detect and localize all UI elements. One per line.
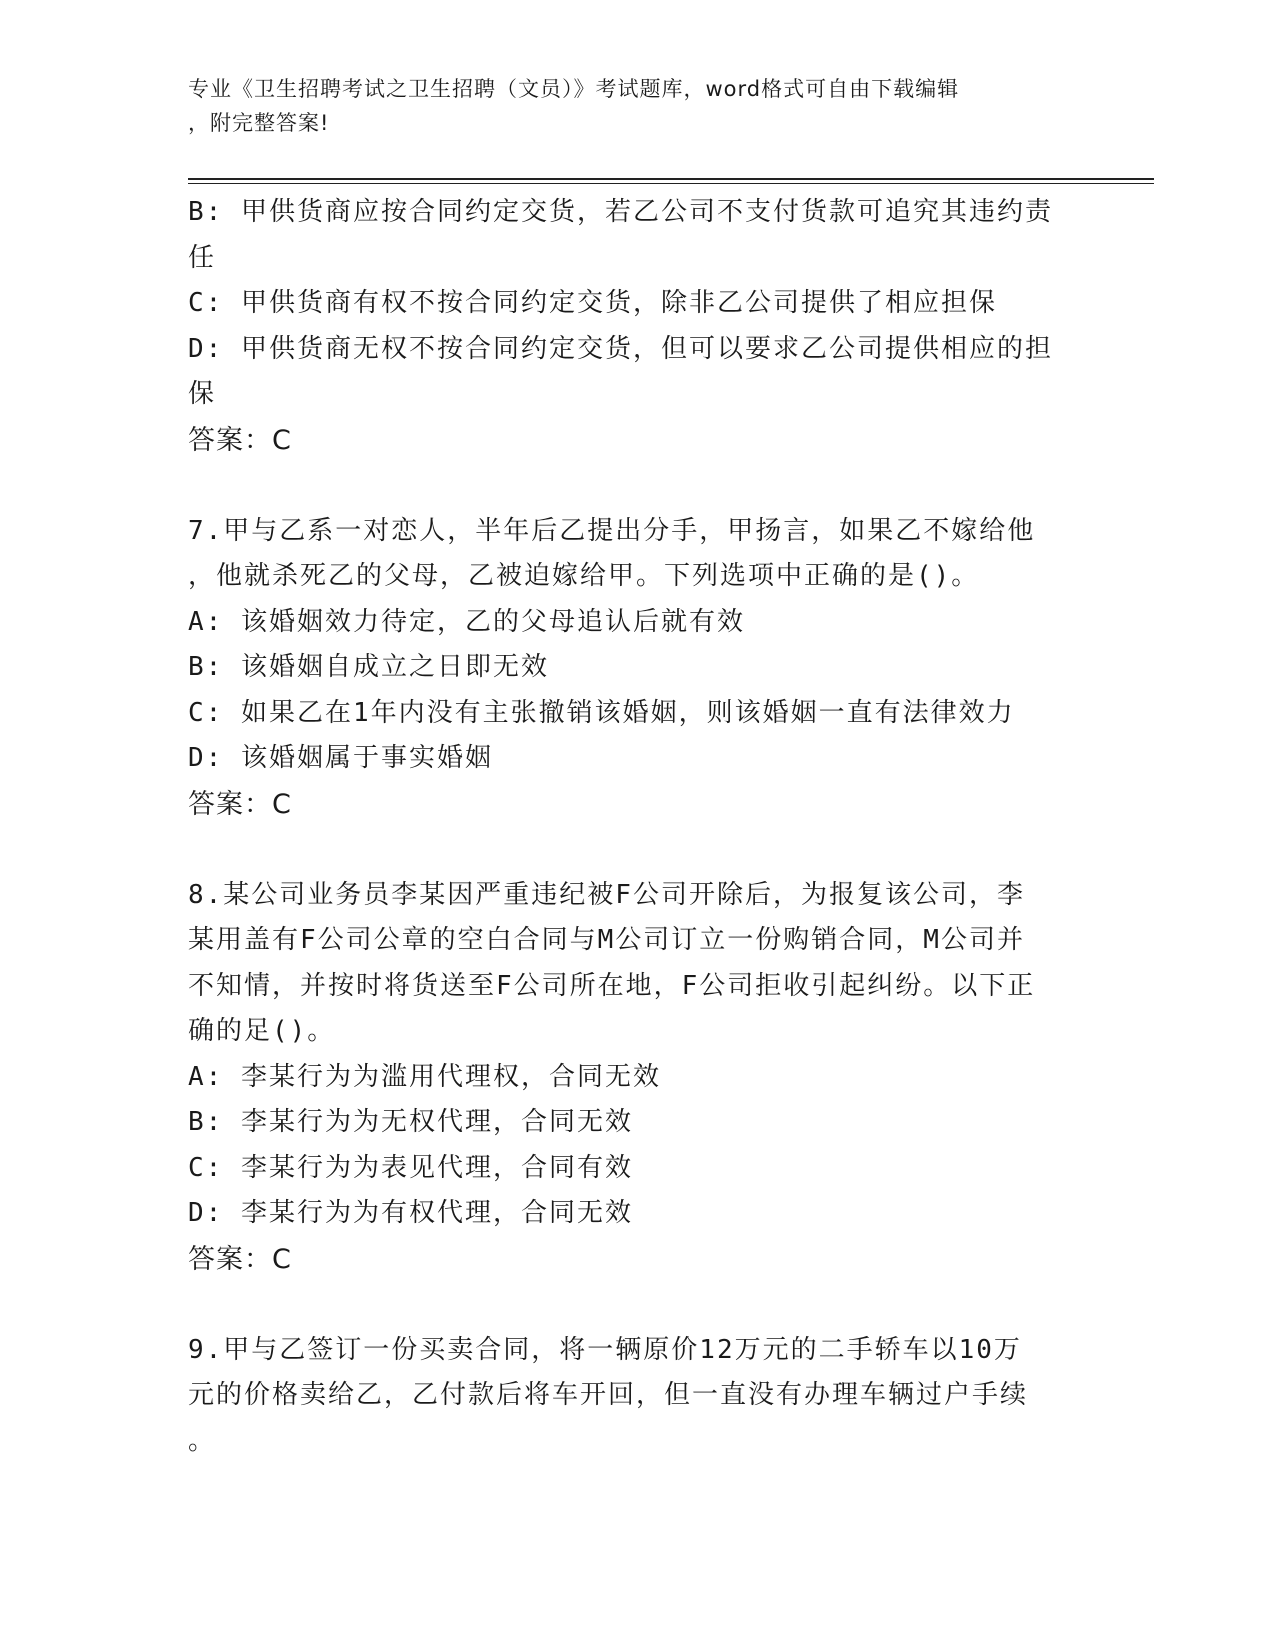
question-stem-continued: 元的价格卖给乙，乙付款后将车开回，但一直没有办理车辆过户手续 — [188, 1380, 1029, 1410]
question-7 — [188, 509, 1078, 828]
spacer — [188, 827, 1078, 873]
option-d: D: 李某行为为有权代理，合同无效 — [188, 1198, 633, 1228]
question-stem-continued: 。 — [188, 1425, 217, 1456]
question-stem-continued: 不知情，并按时将货送至F公司所在地，F公司拒收引起纠纷。以下正 — [188, 970, 1036, 1001]
question-stem-continued: 确的足()。 — [188, 1016, 336, 1046]
question-stem-continued: 某用盖有F公司公章的空白合同与M公司订立一份购销合同，M公司并 — [188, 925, 1025, 955]
answer: 答案：C — [188, 788, 292, 820]
option-d: D: 甲供货商无权不按合同约定交货，但可以要求乙公司提供相应的担 — [188, 333, 1053, 364]
question-6-continued — [188, 190, 1078, 463]
option-c: C: 甲供货商有权不按合同约定交货，除非乙公司提供了相应担保 — [188, 288, 997, 318]
question-stem: 9.甲与乙签订一份买卖合同，将一辆原价12万元的二手轿车以10万 — [188, 1334, 1022, 1365]
header-divider-thin — [188, 183, 1154, 184]
answer: 答案：C — [188, 424, 292, 456]
option-a: A: 李某行为为滥用代理权，合同无效 — [188, 1061, 661, 1092]
answer: 答案：C — [188, 1243, 292, 1275]
option-c: C: 如果乙在1年内没有主张撤销该婚姻，则该婚姻一直有法律效力 — [188, 697, 1015, 728]
option-a: A: 该婚姻效力待定，乙的父母追认后就有效 — [188, 606, 745, 637]
question-8 — [188, 873, 1078, 1283]
question-stem-continued: ，他就杀死乙的父母，乙被迫嫁给甲。下列选项中正确的是()。 — [188, 561, 980, 591]
header-line-2: ，附完整答案! — [188, 111, 330, 135]
option-c: C: 李某行为为表见代理，合同有效 — [188, 1152, 633, 1183]
option-b: B: 甲供货商应按合同约定交货，若乙公司不支付货款可追究其违约责 — [188, 197, 1053, 227]
header-line-1: 专业《卫生招聘考试之卫生招聘（文员）》考试题库，word格式可自由下载编辑 — [188, 77, 960, 101]
document-header — [188, 72, 1068, 140]
question-stem: 8.某公司业务员李某因严重违纪被F公司开除后，为报复该公司，李 — [188, 879, 1025, 910]
spacer — [188, 1282, 1078, 1328]
option-d-continued: 保 — [188, 379, 217, 409]
option-d: D: 该婚姻属于事实婚姻 — [188, 743, 493, 773]
option-b-continued: 任 — [188, 242, 217, 273]
question-9 — [188, 1328, 1078, 1465]
document-body — [188, 190, 1078, 1464]
option-b: B: 李某行为为无权代理，合同无效 — [188, 1107, 633, 1137]
spacer — [188, 463, 1078, 509]
option-b: B: 该婚姻自成立之日即无效 — [188, 652, 549, 682]
header-divider-thick — [188, 178, 1154, 180]
question-stem: 7.甲与乙系一对恋人，半年后乙提出分手，甲扬言，如果乙不嫁给他 — [188, 515, 1036, 546]
